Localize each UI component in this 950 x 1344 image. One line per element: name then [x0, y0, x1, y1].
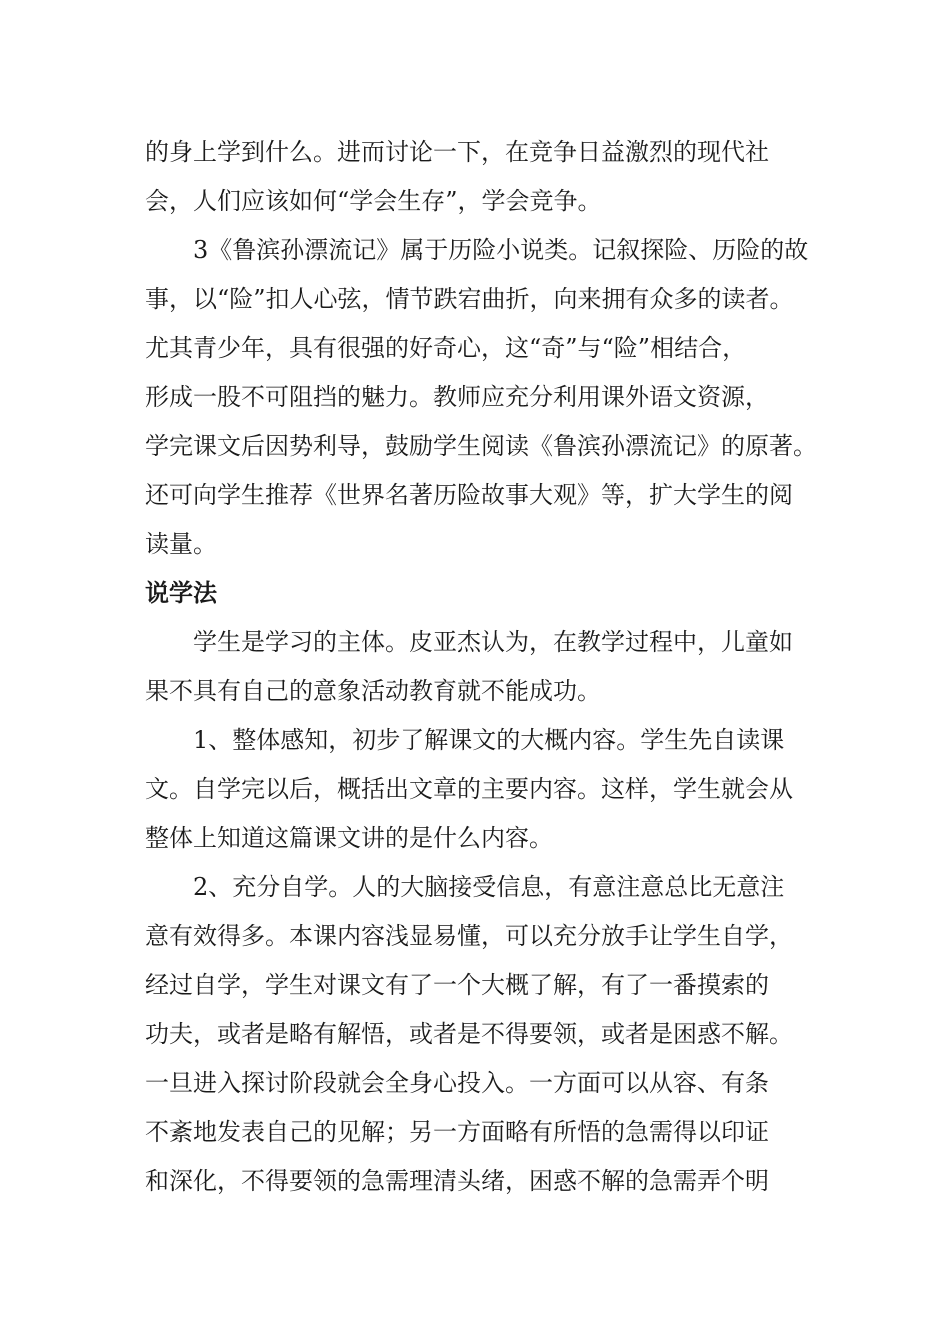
text-line: 读量。: [145, 530, 217, 558]
text-line: 功夫，或者是略有解悟，或者是不得要领，或者是困惑不解。: [145, 1020, 793, 1048]
text-line: 会，人们应该如何“学会生存”，学会竞争。: [145, 187, 602, 215]
document-body: [145, 128, 825, 1206]
text-line: 形成一股不可阻挡的魅力。教师应充分利用课外语文资源，: [145, 383, 769, 411]
paragraph-start-line: 2、充分自学。人的大脑接受信息，有意注意总比无意注: [193, 873, 785, 901]
text-line: 意有效得多。本课内容浅显易懂，可以充分放手让学生自学，: [145, 922, 793, 950]
section-heading: 说学法: [145, 579, 217, 607]
text-line: 一旦进入探讨阶段就会全身心投入。一方面可以从容、有条: [145, 1069, 769, 1097]
text-line: 整体上知道这篇课文讲的是什么内容。: [145, 824, 553, 852]
paragraph-start-line: 1、整体感知，初步了解课文的大概内容。学生先自读课: [193, 726, 785, 754]
text-line: 经过自学，学生对课文有了一个大概了解，有了一番摸索的: [145, 971, 769, 999]
text-line: 还可向学生推荐《世界名著历险故事大观》等，扩大学生的阅: [145, 481, 793, 509]
text-line: 学完课文后因势利导，鼓励学生阅读《鲁滨孙漂流记》的原著。: [145, 432, 817, 460]
text-line: 和深化，不得要领的急需理清头绪，困惑不解的急需弄个明: [145, 1167, 769, 1195]
text-line: 文。自学完以后，概括出文章的主要内容。这样，学生就会从: [145, 775, 793, 803]
text-line: 果不具有自己的意象活动教育就不能成功。: [145, 677, 601, 705]
text-line: 不紊地发表自己的见解；另一方面略有所悟的急需得以印证: [145, 1118, 769, 1146]
paragraph-start-line: 3《鲁滨孙漂流记》属于历险小说类。记叙探险、历险的故: [193, 236, 809, 264]
text-line: 的身上学到什么。进而讨论一下，在竞争日益激烈的现代社: [145, 138, 769, 166]
text-line: 事，以“险”扣人心弦，情节跌宕曲折，向来拥有众多的读者。: [145, 285, 794, 313]
paragraph-start-line: 学生是学习的主体。皮亚杰认为，在教学过程中，儿童如: [193, 628, 793, 656]
text-line: 尤其青少年，具有很强的好奇心，这“奇”与“险”相结合，: [145, 334, 747, 362]
